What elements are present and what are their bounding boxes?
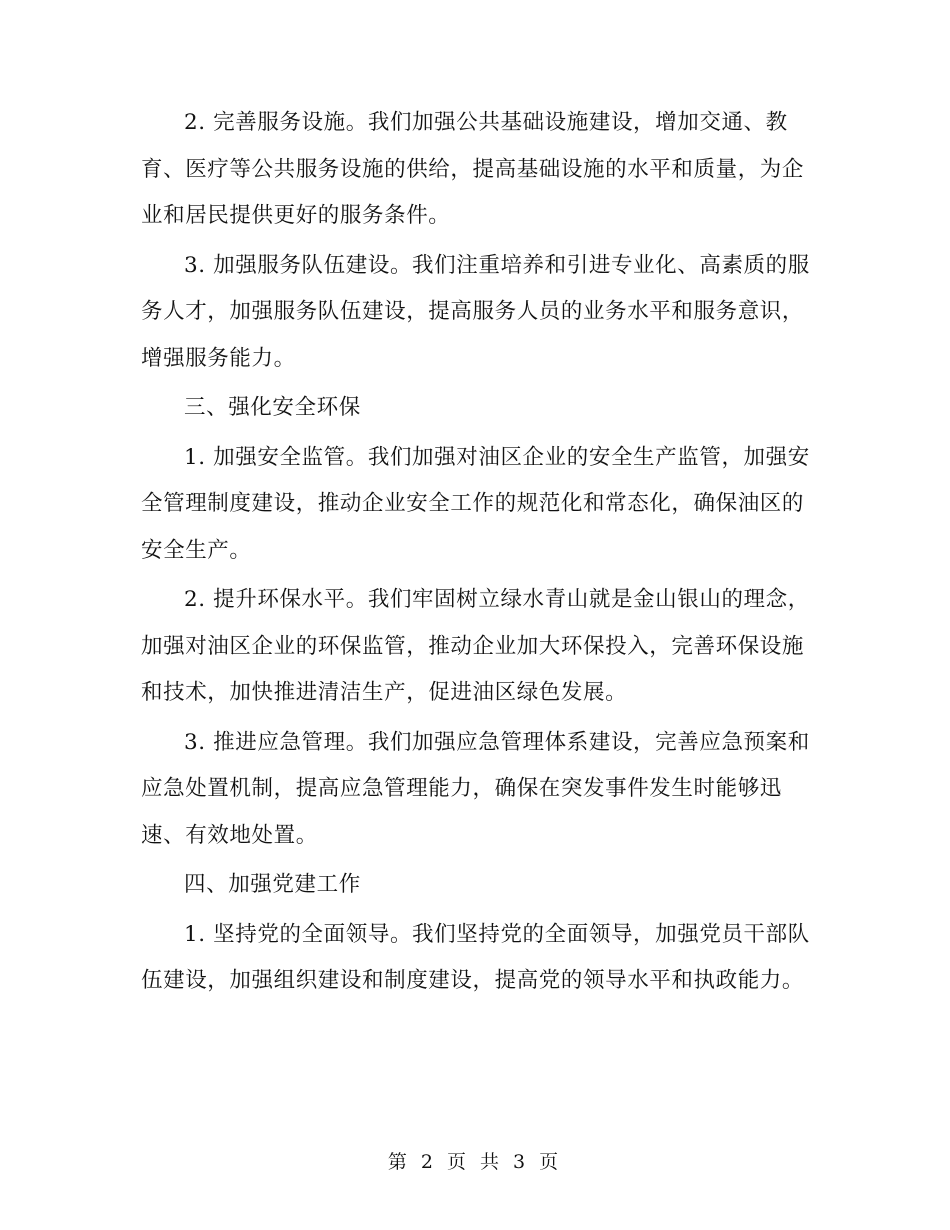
paragraph-service-team-building: 3. 加强服务队伍建设。我们注重培养和引进专业化、高素质的服务人才，加强服务队伍建设，提高服务人员的业务水平和服务意识，增强服务能力。 [141,252,810,371]
section-heading-party-building: 四、加强党建工作 [184,872,361,897]
document-body [141,100,811,1008]
paragraph-improve-service-facilities: 2. 完善服务设施。我们加强公共基础设施建设，增加交通、教育、医疗等公共服务设施的供给，提高基础设施的水平和质量，为企业和居民提供更好的服务条件。 [141,110,805,228]
paragraph-emergency-management: 3. 推进应急管理。我们加强应急管理体系建设，完善应急预案和应急处置机制，提高应急管理能力，确保在突发事件发生时能够迅速、有效地处置。 [141,729,810,848]
section-heading-safety-environment: 三、强化安全环保 [184,395,361,420]
paragraph-safety-supervision: 1. 加强安全监管。我们加强对油区企业的安全生产监管，加强安全管理制度建设，推动企业安全工作的规范化和常态化，确保油区的安全生产。 [141,444,810,563]
page-number-footer: 第 2 页 共 3 页 [387,1151,563,1173]
paragraph-environmental-protection: 2. 提升环保水平。我们牢固树立绿水青山就是金山银山的理念，加强对油区企业的环保监管，推动企业加大环保投入，完善环保设施和技术，加快推进清洁生产，促进油区绿色发展。 [141,587,810,705]
paragraph-party-leadership: 1. 坚持党的全面领导。我们坚持党的全面领导，加强党员干部队伍建设，加强组织建设和制度建设，提高党的领导水平和执政能力。 [141,921,810,993]
